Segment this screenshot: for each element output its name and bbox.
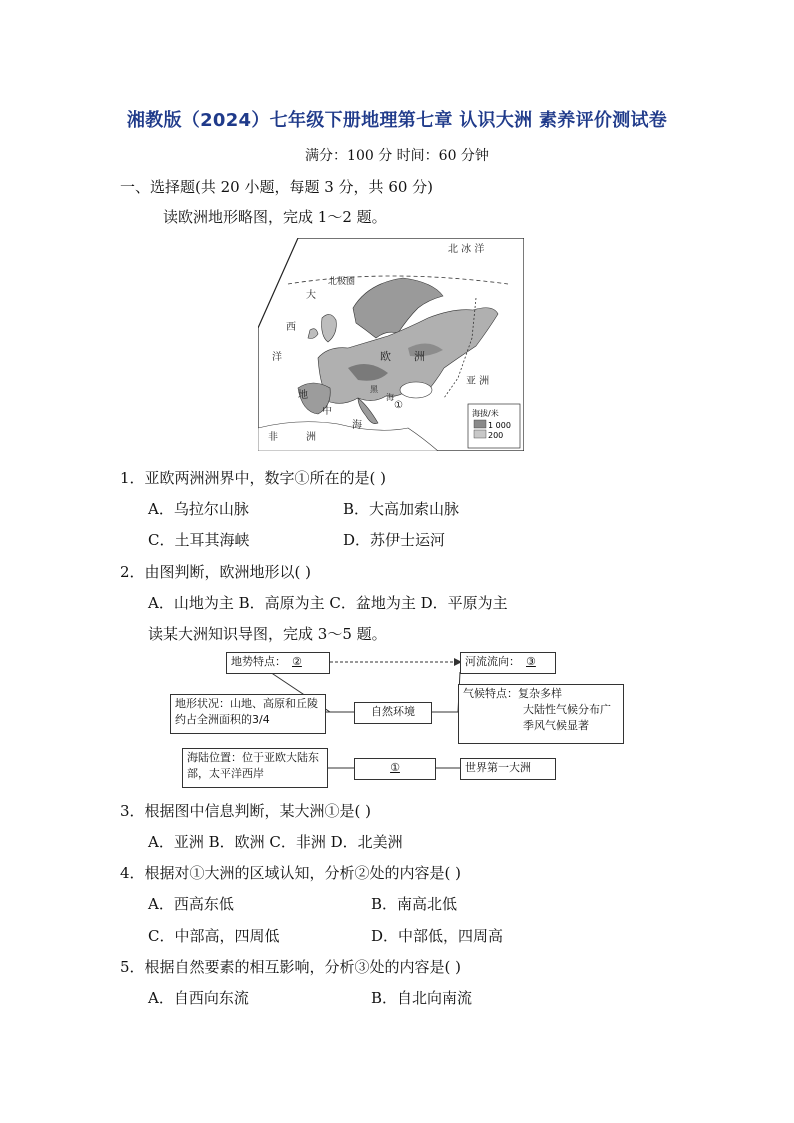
label-xi: 西: [286, 322, 296, 333]
river-box: [460, 652, 556, 674]
terrain-label: 地势特点：: [231, 655, 286, 668]
label-hai: 海: [352, 420, 362, 431]
q4-option-c[interactable]: C．中部高，四周低: [148, 927, 280, 945]
q5-option-b[interactable]: B．自北向南流: [371, 989, 473, 1007]
q4-option-d[interactable]: D．中部低，四周高: [371, 927, 504, 945]
page-title: 湘教版（2024）七年级下册地理第七章 认识大洲 素养评价测试卷: [126, 110, 668, 131]
exam-meta: 满分：100 分 时间：60 分钟: [305, 148, 489, 164]
largest-box: 世界第一大洲: [460, 758, 556, 780]
europe-terrain-map: [258, 238, 524, 451]
question-3: 3．根据图中信息判断，某大洲①是( ): [120, 802, 372, 820]
location-box: 海陆位置：位于亚欧大陆东部，太平洋西岸: [182, 748, 328, 788]
continent-knowledge-diagram: [170, 650, 630, 790]
legend-low: 200: [488, 431, 504, 440]
continent-center-box: [354, 758, 436, 780]
q4-option-b[interactable]: B．南高北低: [371, 895, 458, 913]
question-4: 4．根据对①大洲的区域认知，分析②处的内容是( ): [120, 864, 462, 882]
q1-option-b[interactable]: B．大高加索山脉: [343, 500, 460, 518]
section-heading: 一、选择题(共 20 小题，每题 3 分，共 60 分): [120, 178, 434, 196]
nature-box: 自然环境: [354, 702, 432, 724]
label-europe-2: 洲: [414, 350, 425, 363]
label-hai2: 海: [386, 393, 394, 402]
climate-line-1: 气候特点：复杂多样: [463, 687, 562, 700]
map-intro: 读欧洲地形略图，完成 1～2 题。: [163, 208, 387, 226]
legend-high: 1 000: [488, 421, 511, 430]
label-da: 大: [306, 290, 316, 301]
river-value: ③: [526, 655, 536, 668]
climate-line-2: 大陆性气候分布广: [523, 703, 611, 716]
question-1: 1．亚欧两洲洲界中，数字①所在的是( ): [120, 469, 387, 487]
q1-option-a[interactable]: A．乌拉尔山脉: [148, 500, 249, 518]
terrain-box: [226, 652, 330, 674]
label-zhong: 中: [322, 406, 332, 417]
landform-box: 地形状况：山地、高原和丘陵约占全洲面积的3/4: [170, 694, 326, 734]
climate-line-3: 季风气候显著: [523, 719, 589, 732]
q1-option-c[interactable]: C．土耳其海峡: [148, 531, 250, 549]
q5-option-a[interactable]: A．自西向东流: [148, 989, 249, 1007]
continent-center-value: ①: [390, 761, 400, 774]
label-di: 地: [298, 390, 308, 401]
terrain-value: ②: [292, 655, 302, 668]
label-north-ocean: 北 冰 洋: [448, 244, 485, 255]
q4-option-a[interactable]: A．西高东低: [148, 895, 234, 913]
q3-options[interactable]: A．亚洲 B．欧洲 C．非洲 D．北美洲: [148, 833, 403, 851]
label-yang: 洋: [272, 352, 282, 363]
label-europe-1: 欧: [380, 350, 391, 363]
legend-title: 海拔/米: [472, 409, 499, 418]
q1-option-d[interactable]: D．苏伊士运河: [343, 531, 446, 549]
river-label: 河流流向：: [465, 655, 520, 668]
question-2: 2．由图判断，欧洲地形以( ): [120, 563, 312, 581]
climate-box: [458, 684, 624, 744]
label-fei: 非: [268, 432, 278, 443]
diagram-intro: 读某大洲知识导图，完成 3～5 题。: [148, 625, 387, 643]
question-5: 5．根据自然要素的相互影响，分析③处的内容是( ): [120, 958, 462, 976]
label-asia: 亚 洲: [466, 376, 490, 387]
label-zhou: 洲: [306, 432, 316, 443]
map-marker-1: ①: [394, 400, 403, 411]
label-arctic-circle: 北极圈: [328, 277, 356, 287]
q2-options[interactable]: A．山地为主 B．高原为主 C．盆地为主 D．平原为主: [148, 594, 508, 612]
label-hei: 黑: [370, 385, 378, 394]
